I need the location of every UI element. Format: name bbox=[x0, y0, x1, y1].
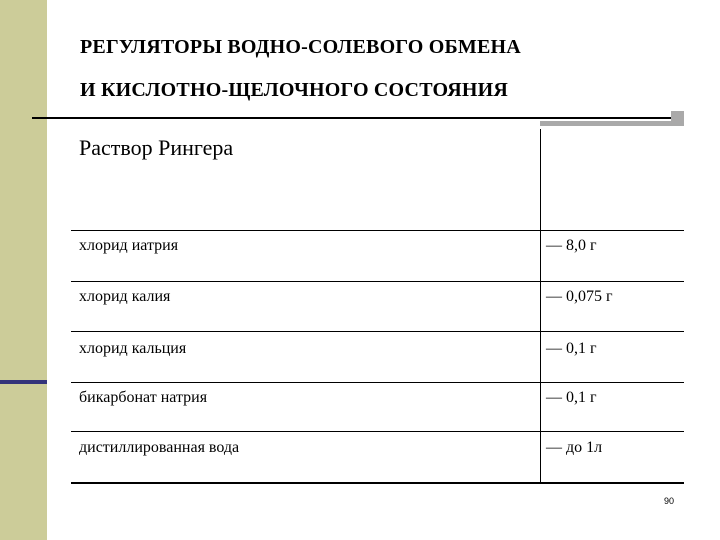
left-accent-tick bbox=[0, 380, 47, 384]
row-divider bbox=[71, 281, 684, 282]
row-3-amount: — 0,1 г bbox=[546, 340, 597, 357]
row-5-name: дистиллированная вода bbox=[79, 439, 240, 456]
row-4-amount: — 0,1 г bbox=[546, 389, 597, 406]
table-header: Раствор Рингера bbox=[79, 135, 234, 160]
page-number: 90 bbox=[664, 496, 675, 506]
row-2-amount: — 0,075 г bbox=[546, 288, 613, 305]
row-1-amount: — 8,0 г bbox=[546, 237, 597, 254]
row-2-name: хлорид калия bbox=[79, 288, 171, 305]
slide-title-line-2: И КИСЛОТНО-ЩЕЛОЧНОГО СОСТОЯНИЯ bbox=[80, 79, 509, 101]
row-divider bbox=[71, 230, 684, 231]
row-5-amount: — до 1л bbox=[546, 439, 603, 456]
row-divider bbox=[71, 431, 684, 432]
row-4-name: бикарбонат натрия bbox=[79, 389, 208, 406]
left-accent-band bbox=[0, 0, 47, 540]
row-1-name: хлорид иатрия bbox=[79, 237, 179, 254]
row-divider bbox=[71, 331, 684, 332]
ringer-solution-table bbox=[71, 119, 684, 484]
table-bottom-border bbox=[71, 482, 684, 484]
slide-title-line-1: РЕГУЛЯТОРЫ ВОДНО-СОЛЕВОГО ОБМЕНА bbox=[80, 36, 521, 58]
row-3-name: хлорид кальция bbox=[79, 340, 187, 357]
row-divider bbox=[71, 382, 684, 383]
